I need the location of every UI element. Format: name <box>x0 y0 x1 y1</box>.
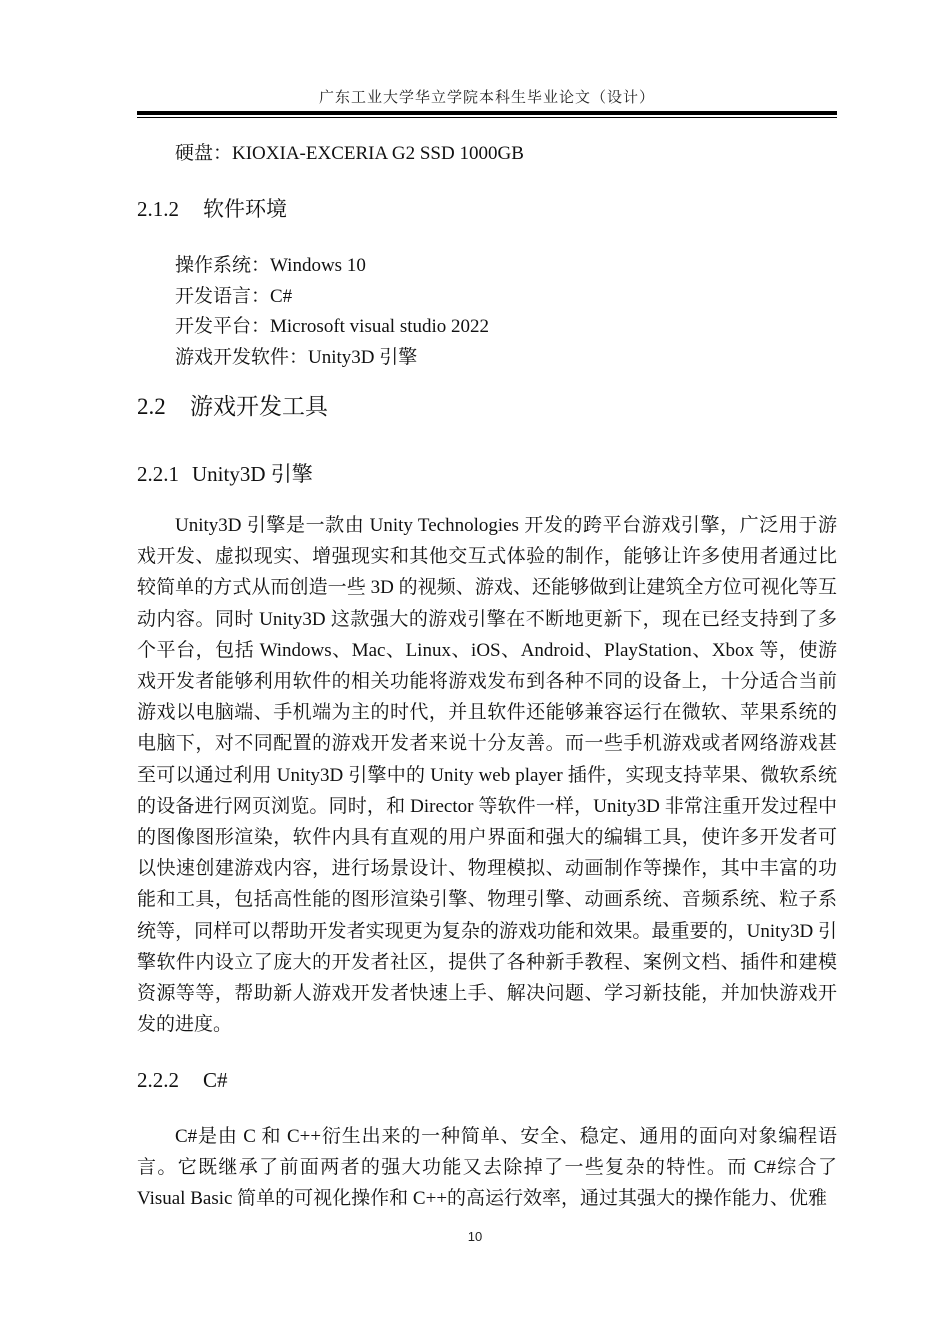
section-number: 2.1.2 <box>137 197 179 221</box>
section-2-1-2-heading <box>137 193 287 223</box>
software-env-language: 开发语言：C# <box>175 286 293 307</box>
section-2-2-heading <box>137 388 328 421</box>
header-rule-thin <box>137 117 837 118</box>
software-env-game-engine: 游戏开发软件：Unity3D 引擎 <box>175 347 418 368</box>
unity3d-paragraph: Unity3D 引擎是一款由 Unity Technologies 开发的跨平台游戏引擎，广泛用于游戏开发、虚拟现实、增强现实和其他交互式体验的制作，能够让许多使用者通过比较简单的方式从而创造一些 3D 的视频、游戏、还能够做到让建筑全方位可视化等互动内容。同时 Unity3D 这款强大的游戏引擎在不断地更新下，现在已经支持到了多个平台，包括 Windows、Mac、Linux、iOS、Android、PlayStation、Xbox 等，使游戏开发者能够利用软件的相关功能将游戏发布到各种不同的设备上，十分适合当前游戏以电脑端、手机端为主的时代，并且软件还能够兼容运行在微软、苹果系统的电脑下，对不同配置的游戏开发者来说十分友善。而一些手机游戏或者网络游戏甚至可以通过利用 Unity3D 引擎中的 Unity web player 插件，实现支持苹果、微软系统的设备进行网页浏览。同时，和 Director 等软件一样，Unity3D 非常注重开发过程中的图像图形渲染，软件内具有直观的用户界面和强大的编辑工具，使许多开发者可以快速创建游戏内容，进行场景设计、物理模拟、动画制作等操作，其中丰富的功能和工具，包括高性能的图形渲染引擎、物理引擎、动画系统、音频系统、粒子系统等，同样可以帮助开发者实现更为复杂的游戏功能和效果。最重要的，Unity3D 引擎软件内设立了庞大的开发者社区，提供了各种新手教程、案例文档、插件和建模资源等等，帮助新人游戏开发者快速上手、解决问题、学习新技能，并加快游戏开发的进度。 <box>137 515 837 1036</box>
page-header: 广东工业大学华立学院本科生毕业论文（设计） <box>318 90 655 106</box>
section-number: 2.2.1 <box>137 462 179 486</box>
section-2-2-1-heading <box>137 458 313 488</box>
section-title: 软件环境 <box>203 197 287 221</box>
section-title: C# <box>203 1068 228 1092</box>
page-number: 10 <box>467 1229 483 1244</box>
software-env-platform: 开发平台：Microsoft visual studio 2022 <box>175 316 490 337</box>
section-title: Unity3D 引擎 <box>192 462 313 486</box>
section-title: 游戏开发工具 <box>190 394 328 419</box>
csharp-paragraph: C#是由 C 和 C++衍生出来的一种简单、安全、稳定、通用的面向对象编程语言。它既继承了前面两者的强大功能又去除掉了一些复杂的特性。而 C#综合了 Visual Basic 简单的可视化操作和 C++的高运行效率，通过其强大的操作能力、优雅 <box>137 1126 837 1210</box>
section-2-2-2-heading <box>137 1068 228 1093</box>
software-env-os: 操作系统：Windows 10 <box>175 255 366 276</box>
header-rule-thick <box>137 111 837 115</box>
section-number: 2.2 <box>137 394 166 419</box>
section-number: 2.2.2 <box>137 1068 179 1092</box>
hardware-disk-line: 硬盘：KIOXIA-EXCERIA G2 SSD 1000GB <box>175 143 524 164</box>
